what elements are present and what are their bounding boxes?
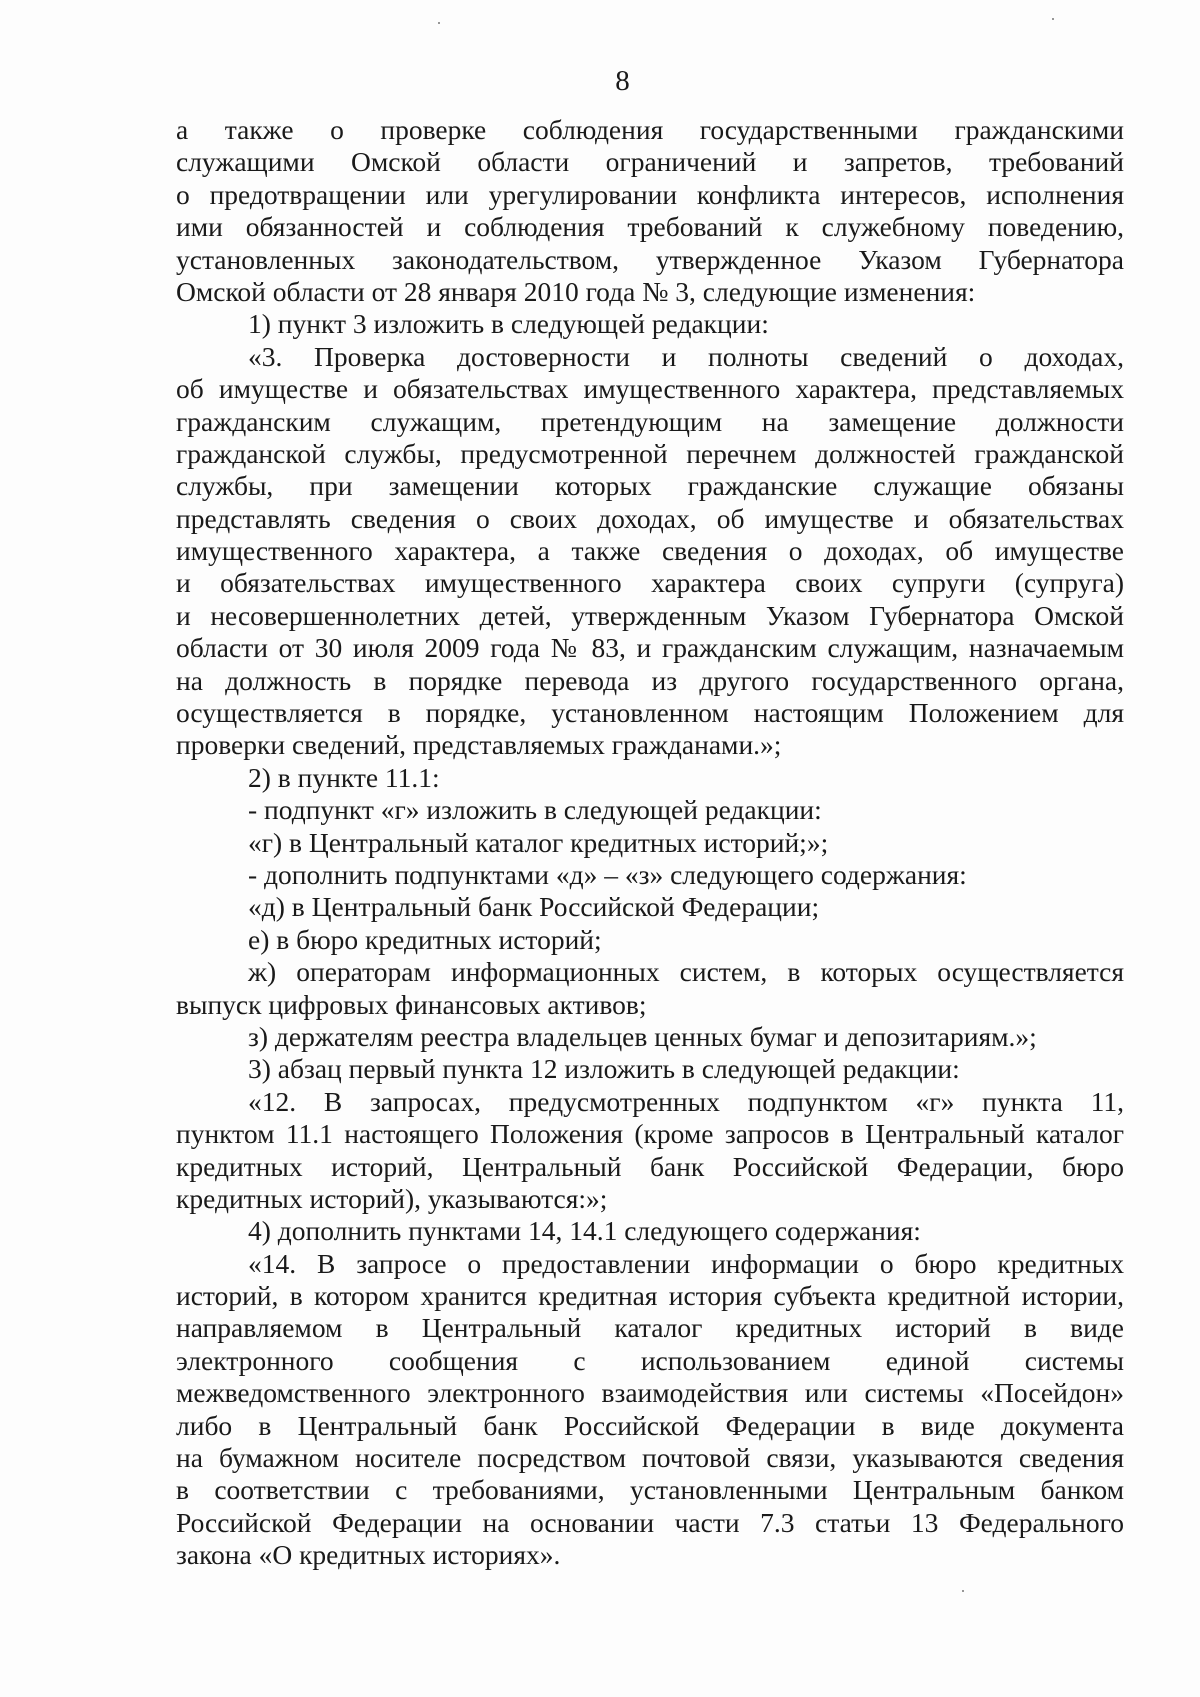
text-line: кредитных историй, Центральный банк Российской Федерации, бюро bbox=[176, 1150, 1124, 1182]
scan-speck bbox=[438, 22, 440, 24]
text-line: 1) пункт 3 изложить в следующей редакции: bbox=[248, 308, 769, 340]
text-line: на должность в порядке перевода из другого государственного органа, bbox=[176, 664, 1124, 696]
text-line: службы, при замещении которых гражданские служащие обязаны bbox=[176, 470, 1124, 502]
text-line: гражданским служащим, претендующим на замещение должности bbox=[176, 405, 1124, 437]
text-line: «12. В запросах, предусмотренных подпунктом «г» пункта 11, bbox=[248, 1085, 1124, 1117]
text-line: либо в Центральный банк Российской Федерации в виде документа bbox=[176, 1409, 1124, 1441]
text-line: выпуск цифровых финансовых активов; bbox=[176, 988, 647, 1020]
text-line: и несовершеннолетних детей, утвержденным Указом Губернатора Омской bbox=[176, 599, 1124, 631]
text-line: представлять сведения о своих доходах, об имуществе и обязательствах bbox=[176, 502, 1124, 534]
text-line: и обязательствах имущественного характера своих супруги (супруга) bbox=[176, 567, 1124, 599]
text-line: проверки сведений, представляемых гражданами.»; bbox=[176, 729, 782, 761]
text-line: служащими Омской области ограничений и запретов, требований bbox=[176, 146, 1124, 178]
text-line: 2) в пункте 11.1: bbox=[248, 761, 440, 793]
text-line: ж) операторам информационных систем, в которых осуществляется bbox=[248, 956, 1124, 988]
text-line: е) в бюро кредитных историй; bbox=[248, 923, 602, 955]
text-line: 4) дополнить пунктами 14, 14.1 следующего содержания: bbox=[248, 1215, 921, 1247]
scan-speck bbox=[962, 1590, 964, 1592]
text-line: пунктом 11.1 настоящего Положения (кроме запросов в Центральный каталог bbox=[176, 1118, 1124, 1150]
text-line: «д) в Центральный банк Российской Федерации; bbox=[248, 891, 820, 923]
text-line: электронного сообщения с использованием единой системы bbox=[176, 1344, 1124, 1376]
text-line: 3) абзац первый пункта 12 изложить в следующей редакции: bbox=[248, 1053, 960, 1085]
text-line: области от 30 июля 2009 года № 83, и гражданским служащим, назначаемым bbox=[176, 632, 1124, 664]
text-line: з) держателям реестра владельцев ценных бумаг и депозитариям.»; bbox=[248, 1020, 1037, 1052]
text-line: «14. В запросе о предоставлении информации о бюро кредитных bbox=[248, 1247, 1124, 1279]
text-line: - подпункт «г» изложить в следующей редакции: bbox=[248, 794, 822, 826]
text-line: осуществляется в порядке, установленном настоящим Положением для bbox=[176, 697, 1124, 729]
text-line: Российской Федерации на основании части 7.3 статьи 13 Федерального bbox=[176, 1506, 1124, 1538]
text-line: «3. Проверка достоверности и полноты сведений о доходах, bbox=[248, 340, 1124, 372]
text-line: межведомственного электронного взаимодействия или системы «Посейдон» bbox=[176, 1377, 1124, 1409]
text-line: Омской области от 28 января 2010 года № 3, следующие изменения: bbox=[176, 275, 976, 307]
text-line: об имуществе и обязательствах имущественного характера, представляемых bbox=[176, 373, 1124, 405]
text-line: установленных законодательством, утвержденное Указом Губернатора bbox=[176, 243, 1124, 275]
text-line: в соответствии с требованиями, установленными Центральным банком bbox=[176, 1474, 1124, 1506]
text-line: - дополнить подпунктами «д» – «з» следующего содержания: bbox=[248, 858, 967, 890]
text-line: на бумажном носителе посредством почтовой связи, указываются сведения bbox=[176, 1442, 1124, 1474]
text-line: историй, в котором хранится кредитная история субъекта кредитной истории, bbox=[176, 1280, 1124, 1312]
scan-speck bbox=[1052, 18, 1054, 20]
text-line: кредитных историй), указываются:»; bbox=[176, 1182, 608, 1214]
document-body bbox=[176, 114, 1124, 1572]
text-line: закона «О кредитных историях». bbox=[176, 1539, 561, 1571]
page-number: 8 bbox=[615, 65, 630, 97]
text-line: о предотвращении или урегулировании конфликта интересов, исполнения bbox=[176, 178, 1124, 210]
text-line: ими обязанностей и соблюдения требований к служебному поведению, bbox=[176, 211, 1124, 243]
text-line: гражданской службы, предусмотренной перечнем должностей гражданской bbox=[176, 437, 1124, 469]
text-line: «г) в Центральный каталог кредитных историй;»; bbox=[248, 826, 829, 858]
text-line: а также о проверке соблюдения государственными гражданскими bbox=[176, 114, 1124, 145]
text-line: направляемом в Центральный каталог кредитных историй в виде bbox=[176, 1312, 1124, 1344]
text-line: имущественного характера, а также сведения о доходах, об имуществе bbox=[176, 535, 1124, 567]
